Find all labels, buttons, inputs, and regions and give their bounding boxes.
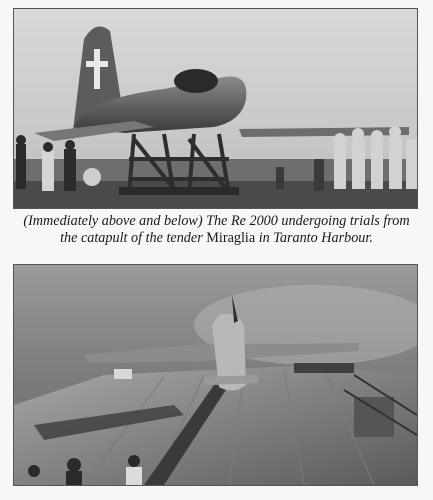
photo-caption <box>14 213 419 247</box>
caption-ship-name: Miraglia <box>206 230 256 246</box>
caption-text-after: in Taranto Harbour. <box>255 230 373 246</box>
photo-catapult-rear-view <box>13 8 418 209</box>
caption-text-before: (Immediately above and below) The Re 2000 undergoing trials from the catapult of the tender <box>23 213 410 246</box>
photo-catapult-rear-view-image <box>14 9 417 208</box>
photo-catapult-overhead-view-image <box>14 265 417 485</box>
photo-catapult-overhead-view <box>13 264 418 486</box>
